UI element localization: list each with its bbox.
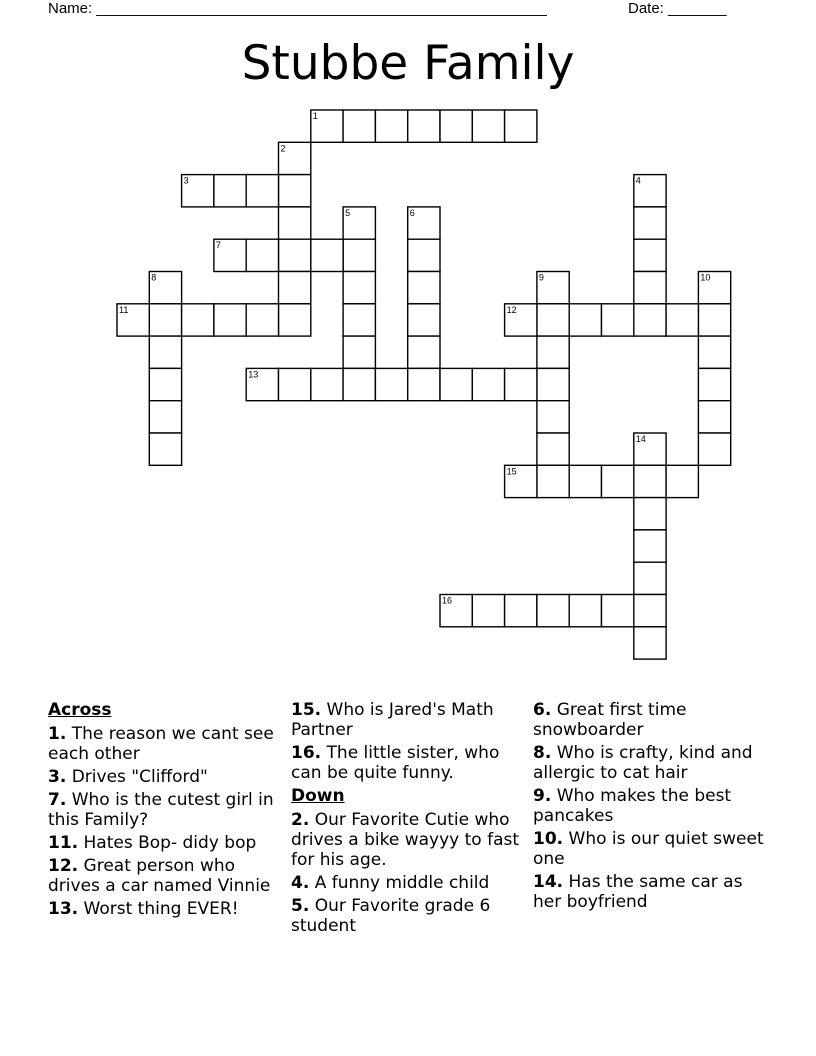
grid-cell[interactable] [602,304,634,336]
clue-column-1 [48,700,280,922]
grid-cell[interactable] [634,530,666,562]
grid-cell[interactable] [537,336,569,368]
grid-cell[interactable] [537,465,569,497]
grid-cell[interactable] [440,368,472,400]
grid-cell[interactable] [246,175,278,207]
grid-cell[interactable] [698,433,730,465]
grid-cell[interactable] [472,368,504,400]
clue-number-label: 2 [280,143,286,154]
grid-cell[interactable] [149,433,181,465]
grid-cell[interactable] [634,498,666,530]
clue-number-label: 8 [151,272,157,283]
grid-cell[interactable] [634,595,666,627]
name-field[interactable]: Name: ______________________________________________________ [48,0,547,17]
grid-cell[interactable] [408,368,440,400]
clue-across-7: 7. Who is the cutest girl in this Family? [48,790,274,830]
grid-cell[interactable] [440,110,472,142]
clue-column-3 [533,700,765,915]
grid-cell[interactable] [634,304,666,336]
grid-cell[interactable] [343,239,375,271]
clue-number-label: 6 [409,207,415,218]
grid-cell[interactable] [666,304,698,336]
clue-number-label: 13 [248,369,259,380]
grid-cell[interactable] [343,272,375,304]
grid-cell[interactable] [505,368,537,400]
clue-down-14: 14. Has the same car as her boyfriend [533,872,743,912]
grid-cell[interactable] [149,401,181,433]
grid-cell[interactable] [149,336,181,368]
grid-cell[interactable] [343,336,375,368]
grid-cell[interactable] [505,110,537,142]
clue-down-5: 5. Our Favorite grade 6 student [291,896,491,936]
grid-cell[interactable] [279,175,311,207]
clue-down-10: 10. Who is our quiet sweet one [533,829,764,869]
clue-across-15: 15. Who is Jared's Math Partner [291,700,494,740]
grid-cell[interactable] [698,401,730,433]
grid-cell[interactable] [634,562,666,594]
clue-number-label: 10 [700,272,711,283]
clue-number-label: 4 [635,175,641,186]
clue-column-2 [291,700,523,939]
grid-cell[interactable] [311,239,343,271]
grid-cell[interactable] [343,368,375,400]
grid-cell[interactable] [602,465,634,497]
grid-cell[interactable] [634,239,666,271]
grid-cell[interactable] [634,465,666,497]
grid-cell[interactable] [408,304,440,336]
grid-cell[interactable] [408,239,440,271]
clue-number-label: 15 [506,466,517,477]
grid-cell[interactable] [537,433,569,465]
clue-number-label: 3 [183,175,189,186]
clue-number-label: 1 [312,111,318,121]
clue-number-label: 12 [506,304,517,315]
grid-cell[interactable] [634,207,666,239]
grid-cell[interactable] [537,401,569,433]
clue-number-label: 7 [215,240,221,251]
grid-cell[interactable] [214,304,246,336]
grid-cell[interactable] [666,465,698,497]
grid-cell[interactable] [182,304,214,336]
clue-across-3: 3. Drives "Clifford" [48,767,208,787]
clue-number-label: 11 [119,304,129,315]
grid-cell[interactable] [214,175,246,207]
grid-cell[interactable] [634,627,666,659]
page-title: Stubbe Family [241,36,575,91]
grid-cell[interactable] [246,304,278,336]
clue-down-4: 4. A funny middle child [291,873,490,893]
grid-cell[interactable] [408,110,440,142]
clue-down-2: 2. Our Favorite Cutie who drives a bike wayyy to fast for his age. [291,810,520,870]
grid-cell[interactable] [537,595,569,627]
clue-number-label: 9 [538,272,544,283]
grid-cell[interactable] [149,368,181,400]
clue-across-13: 13. Worst thing EVER! [48,899,239,919]
grid-cell[interactable] [149,304,181,336]
grid-cell[interactable] [246,239,278,271]
grid-cell[interactable] [279,304,311,336]
clue-across-12: 12. Great person who drives a car named Vinnie [48,856,271,896]
grid-cell[interactable] [569,304,601,336]
grid-cell[interactable] [408,272,440,304]
grid-cell[interactable] [279,272,311,304]
grid-cell[interactable] [375,110,407,142]
grid-cell[interactable] [634,272,666,304]
clue-across-11: 11. Hates Bop- didy bop [48,833,257,853]
grid-cell[interactable] [698,368,730,400]
clue-across-1: 1. The reason we cant see each other [48,724,274,764]
grid-cell[interactable] [279,207,311,239]
grid-cell[interactable] [698,336,730,368]
date-field[interactable]: Date: _______ [628,0,727,17]
clue-across-16: 16. The little sister, who can be quite funny. [291,743,500,783]
grid-cell[interactable] [279,239,311,271]
down-heading: Down [291,786,345,806]
grid-cell[interactable] [537,368,569,400]
grid-cell[interactable] [279,368,311,400]
grid-cell[interactable] [472,595,504,627]
grid-cell[interactable] [537,304,569,336]
grid-cell[interactable] [375,368,407,400]
grid-cell[interactable] [408,336,440,368]
clue-down-6: 6. Great first time snowboarder [533,700,687,740]
grid-cell[interactable] [343,304,375,336]
grid-cell[interactable] [602,595,634,627]
grid-cell[interactable] [569,595,601,627]
grid-cell[interactable] [698,304,730,336]
grid-cell[interactable] [569,465,601,497]
clue-number-label: 16 [442,595,453,606]
grid-cell[interactable] [311,368,343,400]
grid-cell[interactable] [343,110,375,142]
across-heading: Across [48,700,112,720]
clue-down-9: 9. Who makes the best pancakes [533,786,732,826]
grid-cell[interactable] [472,110,504,142]
clue-number-label: 14 [635,434,646,444]
clue-number-label: 5 [345,207,351,218]
clue-down-8: 8. Who is crafty, kind and allergic to cat hair [533,743,753,783]
grid-cell[interactable] [505,595,537,627]
